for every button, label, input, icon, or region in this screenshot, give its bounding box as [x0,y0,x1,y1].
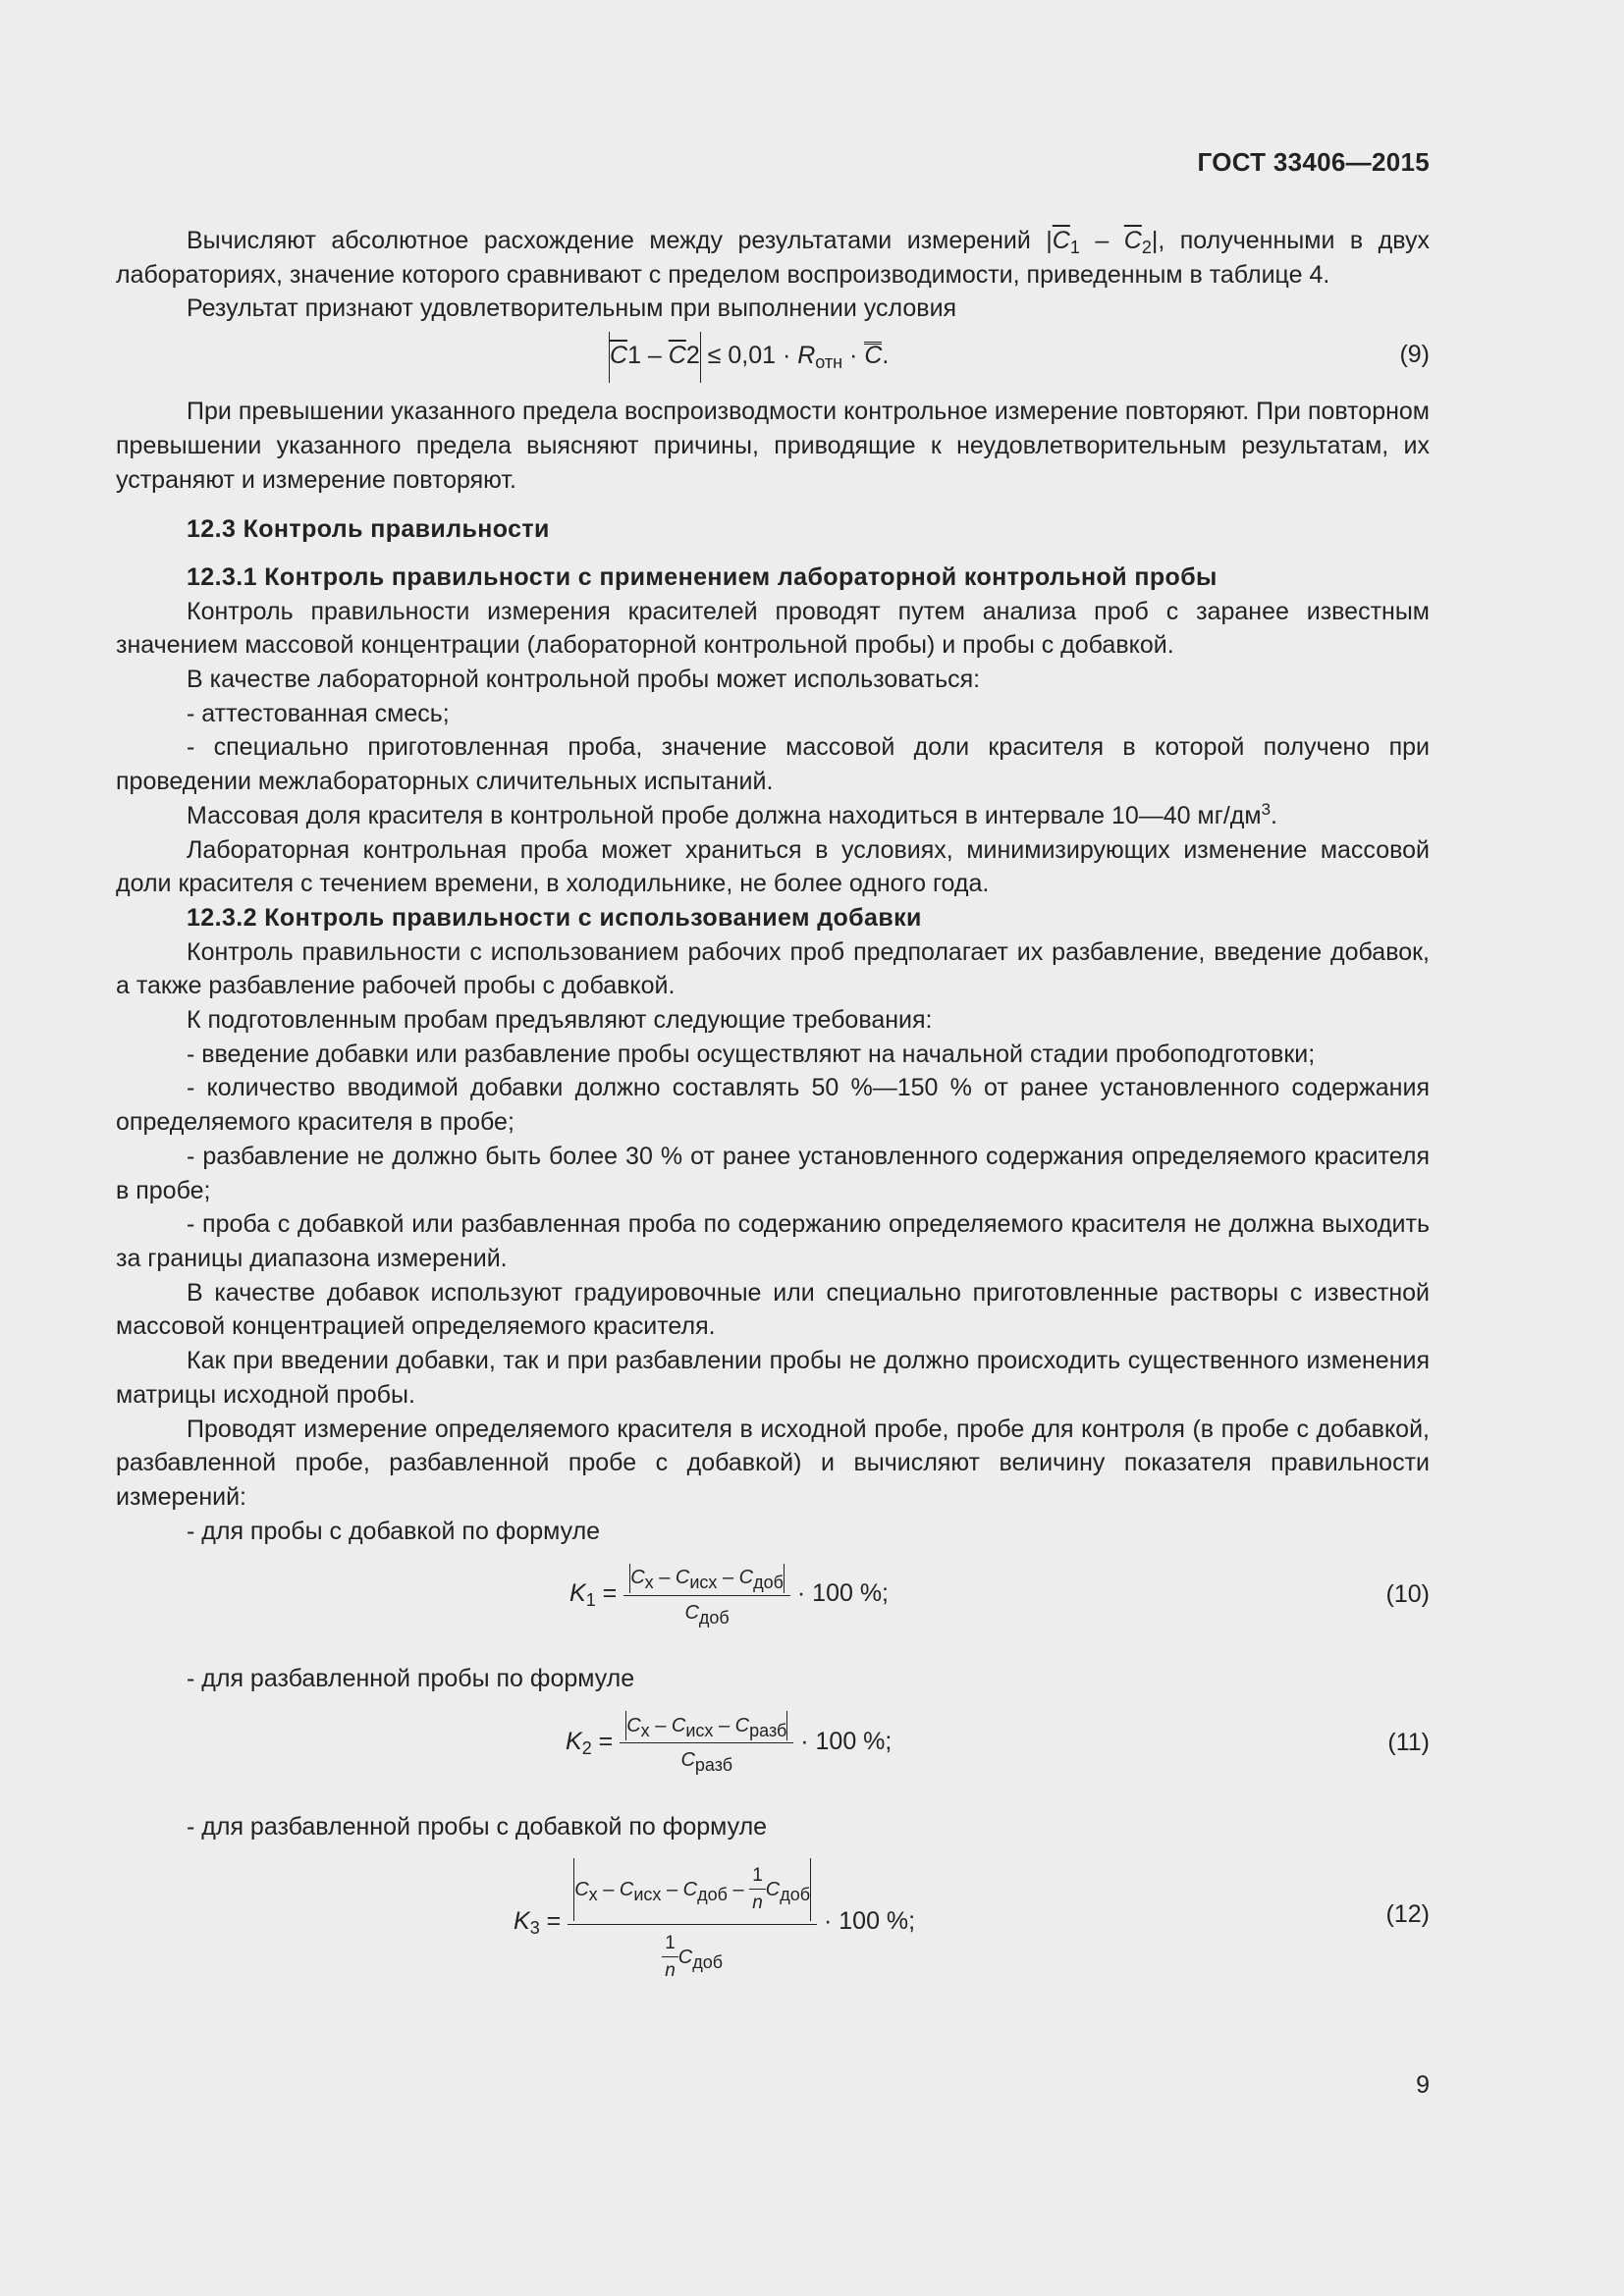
inner-numerator: 1 [662,1932,678,1957]
list-item: - разбавление не должно быть более 30 % от ранее установленного содержания определяемого красителя в пробе; [116,1142,1430,1204]
list-item: - количество вводимой добавки должно составлять 50 %—150 % от ранее установленного содержания определяемого красителя в пробе; [116,1074,1430,1137]
abs-bar-right [786,1711,787,1740]
numerator [623,1563,790,1596]
subscript: доб [697,1884,728,1904]
page-number: 9 [1416,2071,1430,2099]
paragraph: Проводят измерение определяемого красителя в исходной пробе, пробе для контроля (в пробе с добавкой, разбавленной пробе, разбавленной пробе с добавкой) и вычисляют величину показателя правильности измерений: [116,1415,1430,1511]
operator: – [717,1566,739,1588]
symbol: C [626,1714,641,1736]
symbol: K [566,1728,582,1756]
symbol-c2: $\overline{C}$ [1123,227,1142,254]
paragraph: Контроль правильности с использованием рабочих проб предполагает их разбавление, введение добавок, а также разбавление рабочей пробы с добавкой. [116,937,1430,1000]
formula-tail: · 100 %; [793,1728,893,1756]
standard-id-header: ГОСТ 33406—2015 [1197,147,1430,177]
subscript: доб [692,1951,724,1972]
abs-bar-right [784,1564,785,1593]
paragraph: К подготовленным пробам предъявляют следующие требования: [187,1006,933,1035]
operator: – [713,1714,735,1736]
operator: = [591,1728,621,1756]
paragraph: - для пробы с добавкой по формуле [187,1517,601,1545]
symbol: C [682,1878,698,1900]
symbol: $\overline{C}$ [610,342,628,370]
paragraph: Как при введении добавки, так и при разбавлении пробы не должно происходить существенного изменения матрицы исходной пробы. [116,1347,1430,1409]
punctuation: . [1271,801,1277,829]
symbol: C [684,1601,699,1624]
inner-denominator: n [665,1960,676,1982]
symbol: C [734,1714,750,1736]
formula-tail: · 100 %; [789,1579,890,1608]
symbol: C [671,1714,686,1736]
symbol-c1: $\overline{C}$ [1052,227,1070,254]
subscript: х [588,1884,598,1904]
symbol: C [619,1878,634,1900]
paragraph: Лабораторная контрольная проба может храниться в условиях, минимизирующих изменение массовой доли красителя с течением времени, в холодильнике, не более одного года. [116,835,1430,898]
subsection-heading: 12.3.1 Контроль правильности с применением лабораторной контрольной пробы [187,562,1218,591]
document-body [116,224,1430,1996]
subscript: х [640,1720,650,1740]
numerator [620,1711,793,1744]
subscript: доб [780,1884,811,1904]
subscript: 3 [529,1917,540,1938]
inner-numerator: 1 [749,1864,766,1890]
paragraph: Результат признают удовлетворительным при выполнении условия [187,294,957,323]
numerator [568,1857,817,1925]
formula-10-expression [569,1560,889,1627]
superscript: 3 [1261,799,1272,819]
formula-11 [116,1702,1430,1800]
subsection-heading: 12.3.2 Контроль правильности с использованием добавки [187,903,922,932]
symbol: $\overline{C}$ [668,342,686,370]
text: Массовая доля красителя в контрольной пробе должна находиться в интервале 10—40 мг/дм [187,801,1262,829]
subscript: доб [753,1572,784,1592]
paragraph: В качестве лабораторной контрольной пробы может использоваться: [187,666,981,694]
symbol: C [677,1946,693,1968]
subscript: х [644,1572,654,1592]
subscript: 1 [585,1590,596,1611]
equation-number: (9) [1399,341,1430,369]
denominator [680,1743,732,1775]
subscript: 1 [627,342,641,370]
symbol: C [630,1566,645,1588]
formula-9-expression [609,330,889,382]
operator: ≤ 0,01 · [700,342,798,370]
inner-fraction [662,1932,678,1983]
symbol: C [574,1878,589,1900]
subscript: исх [689,1572,718,1592]
paragraph [116,224,1430,292]
text: |, полученными в двух лабораториях, значение которого сравнивают с пределом воспроизводимости, приведенным в таблице 4. [116,227,1430,289]
subscript: исх [685,1720,714,1740]
subscript: 1 [1069,238,1080,257]
list-item: - специально приготовленная проба, значение массовой доли красителя в которой получено при проведении межлабораторных сличительных испытаний. [116,733,1430,796]
subscript: исх [633,1884,662,1904]
symbol: C [680,1749,695,1772]
section-heading: 12.3 Контроль правильности [187,515,550,544]
equation-number: (10) [1385,1580,1430,1609]
operator: = [539,1906,568,1935]
subscript: 2 [685,342,700,370]
subscript: доб [698,1607,730,1628]
denominator [662,1925,723,1988]
inner-denominator: n [752,1893,763,1914]
formula-11-expression [566,1708,892,1775]
formula-9 [116,328,1430,385]
subscript: отн [815,352,843,373]
operator: · [842,342,865,370]
fraction [623,1563,790,1628]
operator: – [1079,227,1124,254]
subscript: 2 [1141,238,1152,257]
equation-number: (12) [1385,1899,1430,1928]
list-item: - проба с добавкой или разбавленная проба по содержанию определяемого красителя не должна выходить за границы диапазона измерений. [116,1210,1430,1272]
symbol-double-bar: C [864,342,883,370]
operator: = [595,1579,624,1608]
paragraph: - для разбавленной пробы с добавкой по формуле [187,1813,768,1842]
paragraph: В качестве добавок используют градуировочные или специально приготовленные растворы с известной массовой концентрацией определяемого красителя. [116,1278,1430,1341]
punctuation: . [882,342,890,370]
paragraph: Контроль правильности измерения красителей проводят путем анализа проб с заранее известным значением массовой концентрации (лабораторной контрольной пробы) и пробы с добавкой. [116,597,1430,660]
symbol: R [797,342,816,370]
paragraph [116,799,1430,833]
list-item: - введение добавки или разбавление пробы осуществляют на начальной стадии пробоподготовки; [187,1040,1316,1068]
symbol: C [738,1566,754,1588]
formula-tail: · 100 %; [817,1906,916,1935]
operator: – [661,1878,683,1900]
paragraph: - для разбавленной пробы по формуле [187,1665,635,1693]
formula-10 [116,1554,1430,1652]
subscript: разб [694,1755,733,1776]
symbol: C [765,1878,781,1900]
abs-bar-right [810,1858,811,1921]
inner-fraction [749,1864,766,1915]
formula-12-expression [514,1854,915,1988]
fraction [568,1857,817,1988]
symbol: K [514,1906,530,1935]
list-item: - аттестованная смесь; [187,699,450,727]
formula-12 [116,1848,1430,1996]
fraction [620,1711,793,1776]
subscript: 2 [581,1738,592,1759]
equation-number: (11) [1387,1729,1430,1757]
operator: – [640,342,669,370]
paragraph: При превышении указанного предела воспроизводмости контрольное измерение повторяют. При повторном превышении указанного предела выясняют причины, приводящие к неудовлетворительным результатам, их устраняют и измерение повторяют. [116,398,1430,494]
symbol: K [569,1579,586,1608]
operator: – [649,1714,672,1736]
operator: – [597,1878,620,1900]
symbol: C [675,1566,690,1588]
denominator [684,1596,729,1628]
operator: – [727,1878,750,1900]
operator: – [653,1566,676,1588]
text: Вычисляют абсолютное расхождение между результатами измерений | [187,227,1053,254]
subscript: разб [749,1720,787,1740]
